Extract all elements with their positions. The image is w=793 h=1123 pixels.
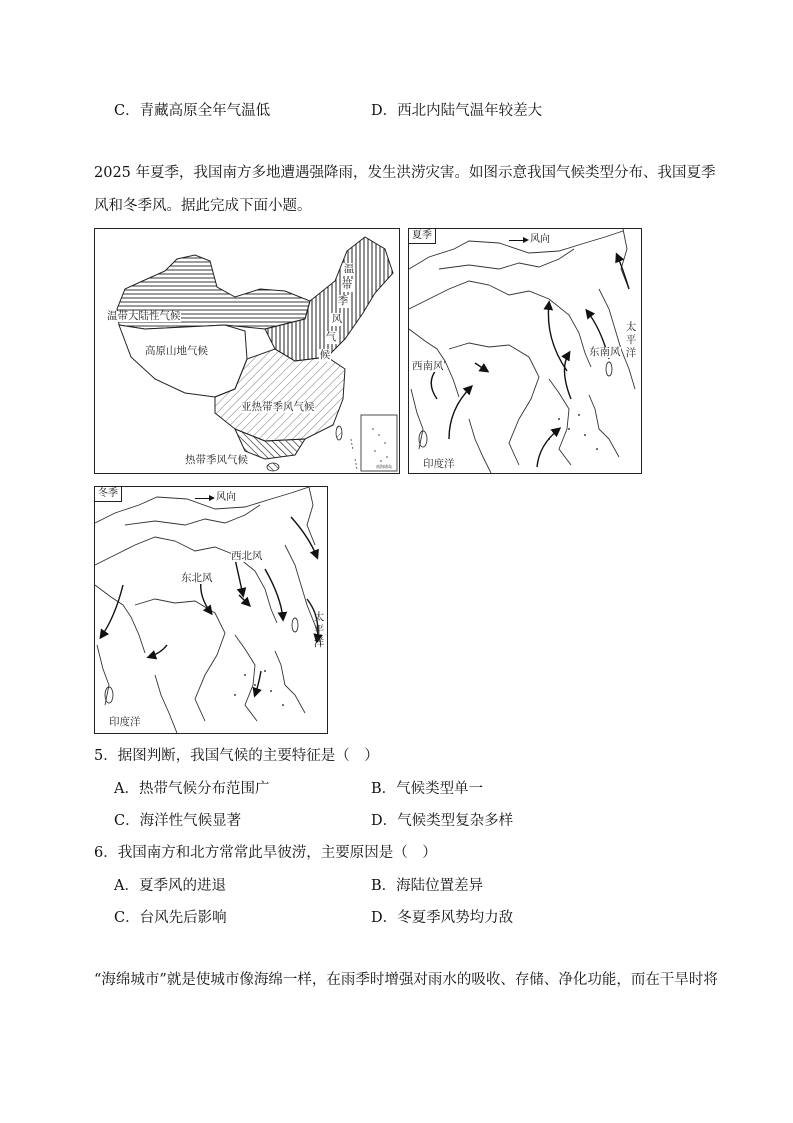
tm-char-3: 季 — [337, 295, 349, 307]
winter-pacific-char-2: 平 — [313, 624, 325, 637]
q6-option-c[interactable]: C．台风先后影响 — [114, 910, 227, 926]
winter-label-northeast: 东北风 — [181, 572, 213, 584]
winter-legend-arrow-icon — [195, 498, 213, 499]
intro-line-2: 风和冬季风。据此完成下面小题。 — [94, 198, 312, 214]
winter-label-pacific — [313, 611, 325, 650]
winter-season-tag: 冬季 — [95, 487, 122, 502]
tm-char-2: 带 — [341, 279, 353, 291]
summer-legend — [509, 235, 550, 245]
intro-line-1: 2025 年夏季，我国南方多地遭遇强降雨，发生洪涝灾害。如图示意我国气候类型分布、我国夏季 — [94, 165, 716, 181]
winter-pacific-char-1: 太 — [313, 611, 325, 623]
label-tropical-monsoon: 热带季风气候 — [185, 454, 248, 466]
next-passage-line: “海绵城市”就是使城市像海绵一样，在雨季时增强对雨水的吸收、存储、净化功能，而在干旱时将 — [94, 972, 718, 988]
summer-wind-map — [408, 228, 642, 474]
q5-option-c[interactable]: C．海洋性气候显著 — [114, 813, 242, 829]
summer-label-pacific — [625, 321, 637, 360]
q6-option-d[interactable]: D．冬夏季风势均力敌 — [371, 910, 514, 926]
question-6-stem: 6．我国南方和北方常常此旱彼涝，主要原因是（ ） — [94, 845, 437, 861]
label-plateau-mountain: 高原山地气候 — [145, 345, 208, 357]
q6-option-a[interactable]: A．夏季风的进退 — [114, 878, 226, 894]
winter-wind-map — [94, 486, 328, 734]
summer-label-southwest: 西南风 — [412, 360, 444, 372]
summer-legend-arrow-icon — [509, 240, 527, 241]
summer-label-indian-ocean: 印度洋 — [423, 458, 455, 470]
q5-option-a[interactable]: A．热带气候分布范围广 — [114, 781, 270, 797]
q6-option-b[interactable]: B．海陆位置差异 — [371, 878, 484, 894]
winter-legend-label: 风向 — [216, 492, 236, 503]
winter-map-graphic — [95, 487, 327, 733]
tm-char-4: 风 — [331, 313, 343, 325]
tm-char-6: 候 — [319, 349, 331, 361]
climate-type-map — [94, 228, 400, 474]
summer-season-tag: 夏季 — [409, 229, 436, 244]
label-temperate-monsoon — [317, 263, 355, 373]
tm-char-1: 温 — [343, 263, 355, 275]
winter-legend — [195, 493, 236, 503]
summer-legend-label: 风向 — [530, 234, 550, 245]
summer-pacific-char-3: 洋 — [625, 347, 637, 360]
q5-option-d[interactable]: D．气候类型复杂多样 — [371, 813, 514, 829]
winter-pacific-char-3: 洋 — [313, 637, 325, 650]
question-5-stem: 5．据图判断，我国气候的主要特征是（ ） — [94, 748, 379, 764]
summer-pacific-char-1: 太 — [625, 321, 637, 333]
label-inset-note: 南海诸岛 — [376, 464, 392, 469]
winter-label-northwest: 西北风 — [231, 550, 263, 562]
q5-option-b[interactable]: B．气候类型单一 — [371, 781, 484, 797]
label-temperate-continental: 温带大陆性气候 — [107, 310, 181, 322]
summer-label-southeast: 东南风 — [589, 346, 621, 358]
summer-pacific-char-2: 平 — [625, 334, 637, 347]
option-d-prev: D．西北内陆气温年较差大 — [371, 103, 543, 119]
label-subtropical-monsoon: 亚热带季风气候 — [241, 401, 315, 413]
winter-label-indian-ocean: 印度洋 — [109, 716, 141, 728]
option-c-prev: C．青藏高原全年气温低 — [114, 103, 271, 119]
tm-char-5: 气 — [325, 331, 337, 343]
